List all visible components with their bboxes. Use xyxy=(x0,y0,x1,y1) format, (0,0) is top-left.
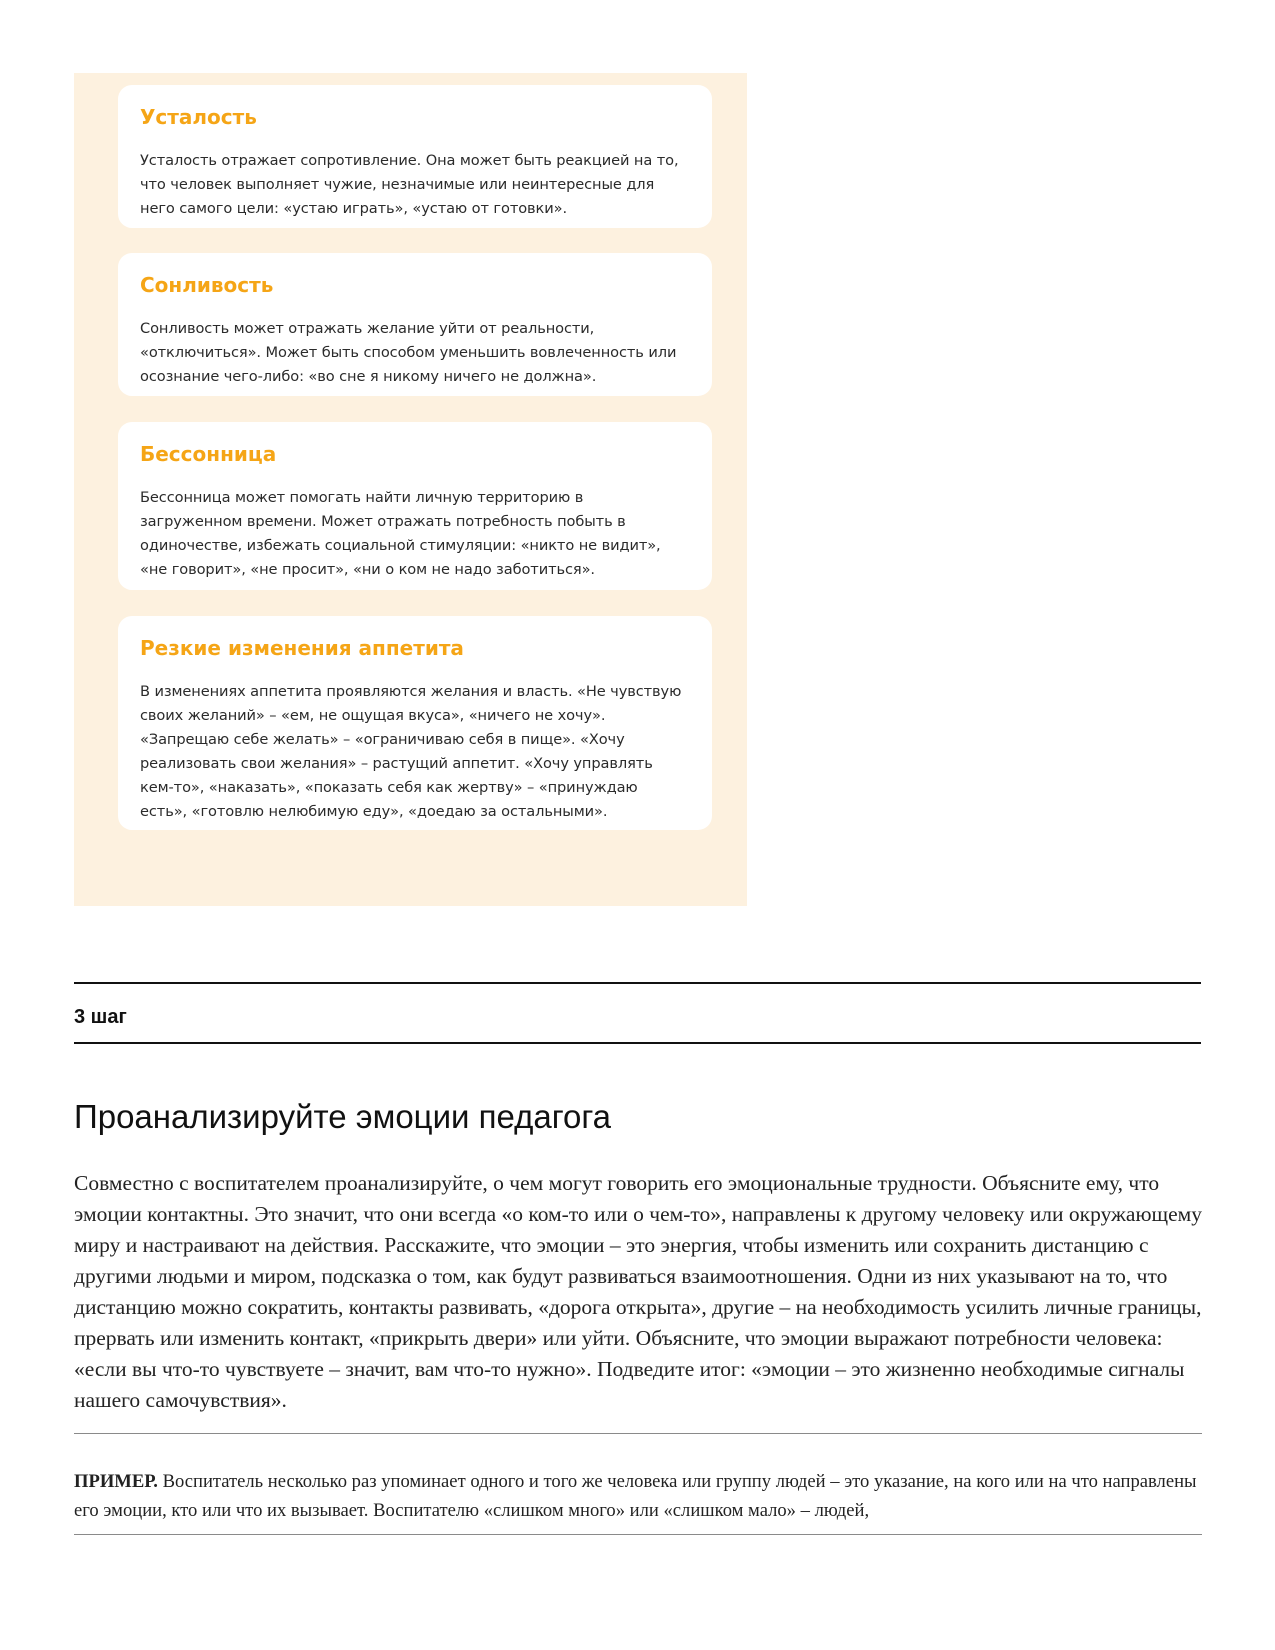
card-text: Усталость отражает сопротивление. Она может быть реакцией на то, что человек выполняет чужие, незначимые или неинтересные для него самого цели: «устаю играть», «устаю от готовки». xyxy=(140,152,679,217)
card-text: Сонливость может отражать желание уйти от реальности, «отключиться». Может быть способом уменьшить вовлеченность или осознание чего-либо: «во сне я никому ничего не должна». xyxy=(140,320,677,385)
example-label: ПРИМЕР. xyxy=(74,1471,158,1492)
card-title: Бессонница xyxy=(140,442,277,466)
section-body: Совместно с воспитателем проанализируйте, о чем могут говорить его эмоциональные трудности. Объясните ему, что эмоции контактны. Это значит, что они всегда «о ком-то или о чем-то», направлены к другому человеку или окружающему миру и настраивают на действия. Расскажите, что эмоции – это энергия, чтобы изменить или сохранить дистанцию с другими людьми и миром, подсказка о том, как будут развиваться взаимоотношения. Одни из них указывают на то, что дистанцию можно сократить, контакты развивать, «дорога открыта», другие – на необходимость усилить личные границы, прервать или изменить контакт, «прикрыть двери» или уйти. Объясните, что эмоции выражают потребности человека: «если вы что-то чувствуете – значит, вам что-то нужно». Подведите итог: «эмоции – это жизненно необходимые сигналы нашего самочувствия». xyxy=(74,1171,1202,1412)
example-top-rule xyxy=(74,1433,1202,1434)
example-block xyxy=(74,1467,1204,1525)
step-bottom-rule xyxy=(74,1042,1201,1044)
card-title: Резкие изменения аппетита xyxy=(140,636,464,660)
example-bottom-rule xyxy=(74,1534,1202,1535)
section-heading: Проанализируйте эмоции педагога xyxy=(74,1098,612,1135)
card-text: Бессонница может помогать найти личную территорию в загруженном времени. Может отражать потребность побыть в одиночестве, избежать социальной стимуляции: «никто не видит», «не говорит», «не просит», «ни о ком не надо заботиться». xyxy=(140,489,661,578)
card-fatigue xyxy=(118,85,712,228)
example-text: Воспитатель несколько раз упоминает одного и того же человека или группу людей – это указание, на кого или на что направлены его эмоции, кто или что их вызывает. Воспитателю «слишком много» или «слишком мало» – людей, xyxy=(74,1471,1197,1521)
card-drowsiness xyxy=(118,253,712,396)
step-top-rule xyxy=(74,982,1201,984)
infographic-panel xyxy=(74,73,747,906)
card-text: В изменениях аппетита проявляются желания и власть. «Не чувствую своих желаний» – «ем, не ощущая вкуса», «ничего не хочу». «Запрещаю себе желать» – «ограничиваю себя в пище». «Хочу реализовать свои желания» – растущий аппетит. «Хочу управлять кем-то», «наказать», «показать себя как жертву» – «принуждаю есть», «готовлю нелюбимую еду», «доедаю за остальными». xyxy=(140,683,682,820)
card-appetite xyxy=(118,616,712,830)
card-title: Усталость xyxy=(140,105,257,129)
card-title: Сонливость xyxy=(140,273,274,297)
step-label: 3 шаг xyxy=(74,1006,127,1028)
card-insomnia xyxy=(118,422,712,590)
